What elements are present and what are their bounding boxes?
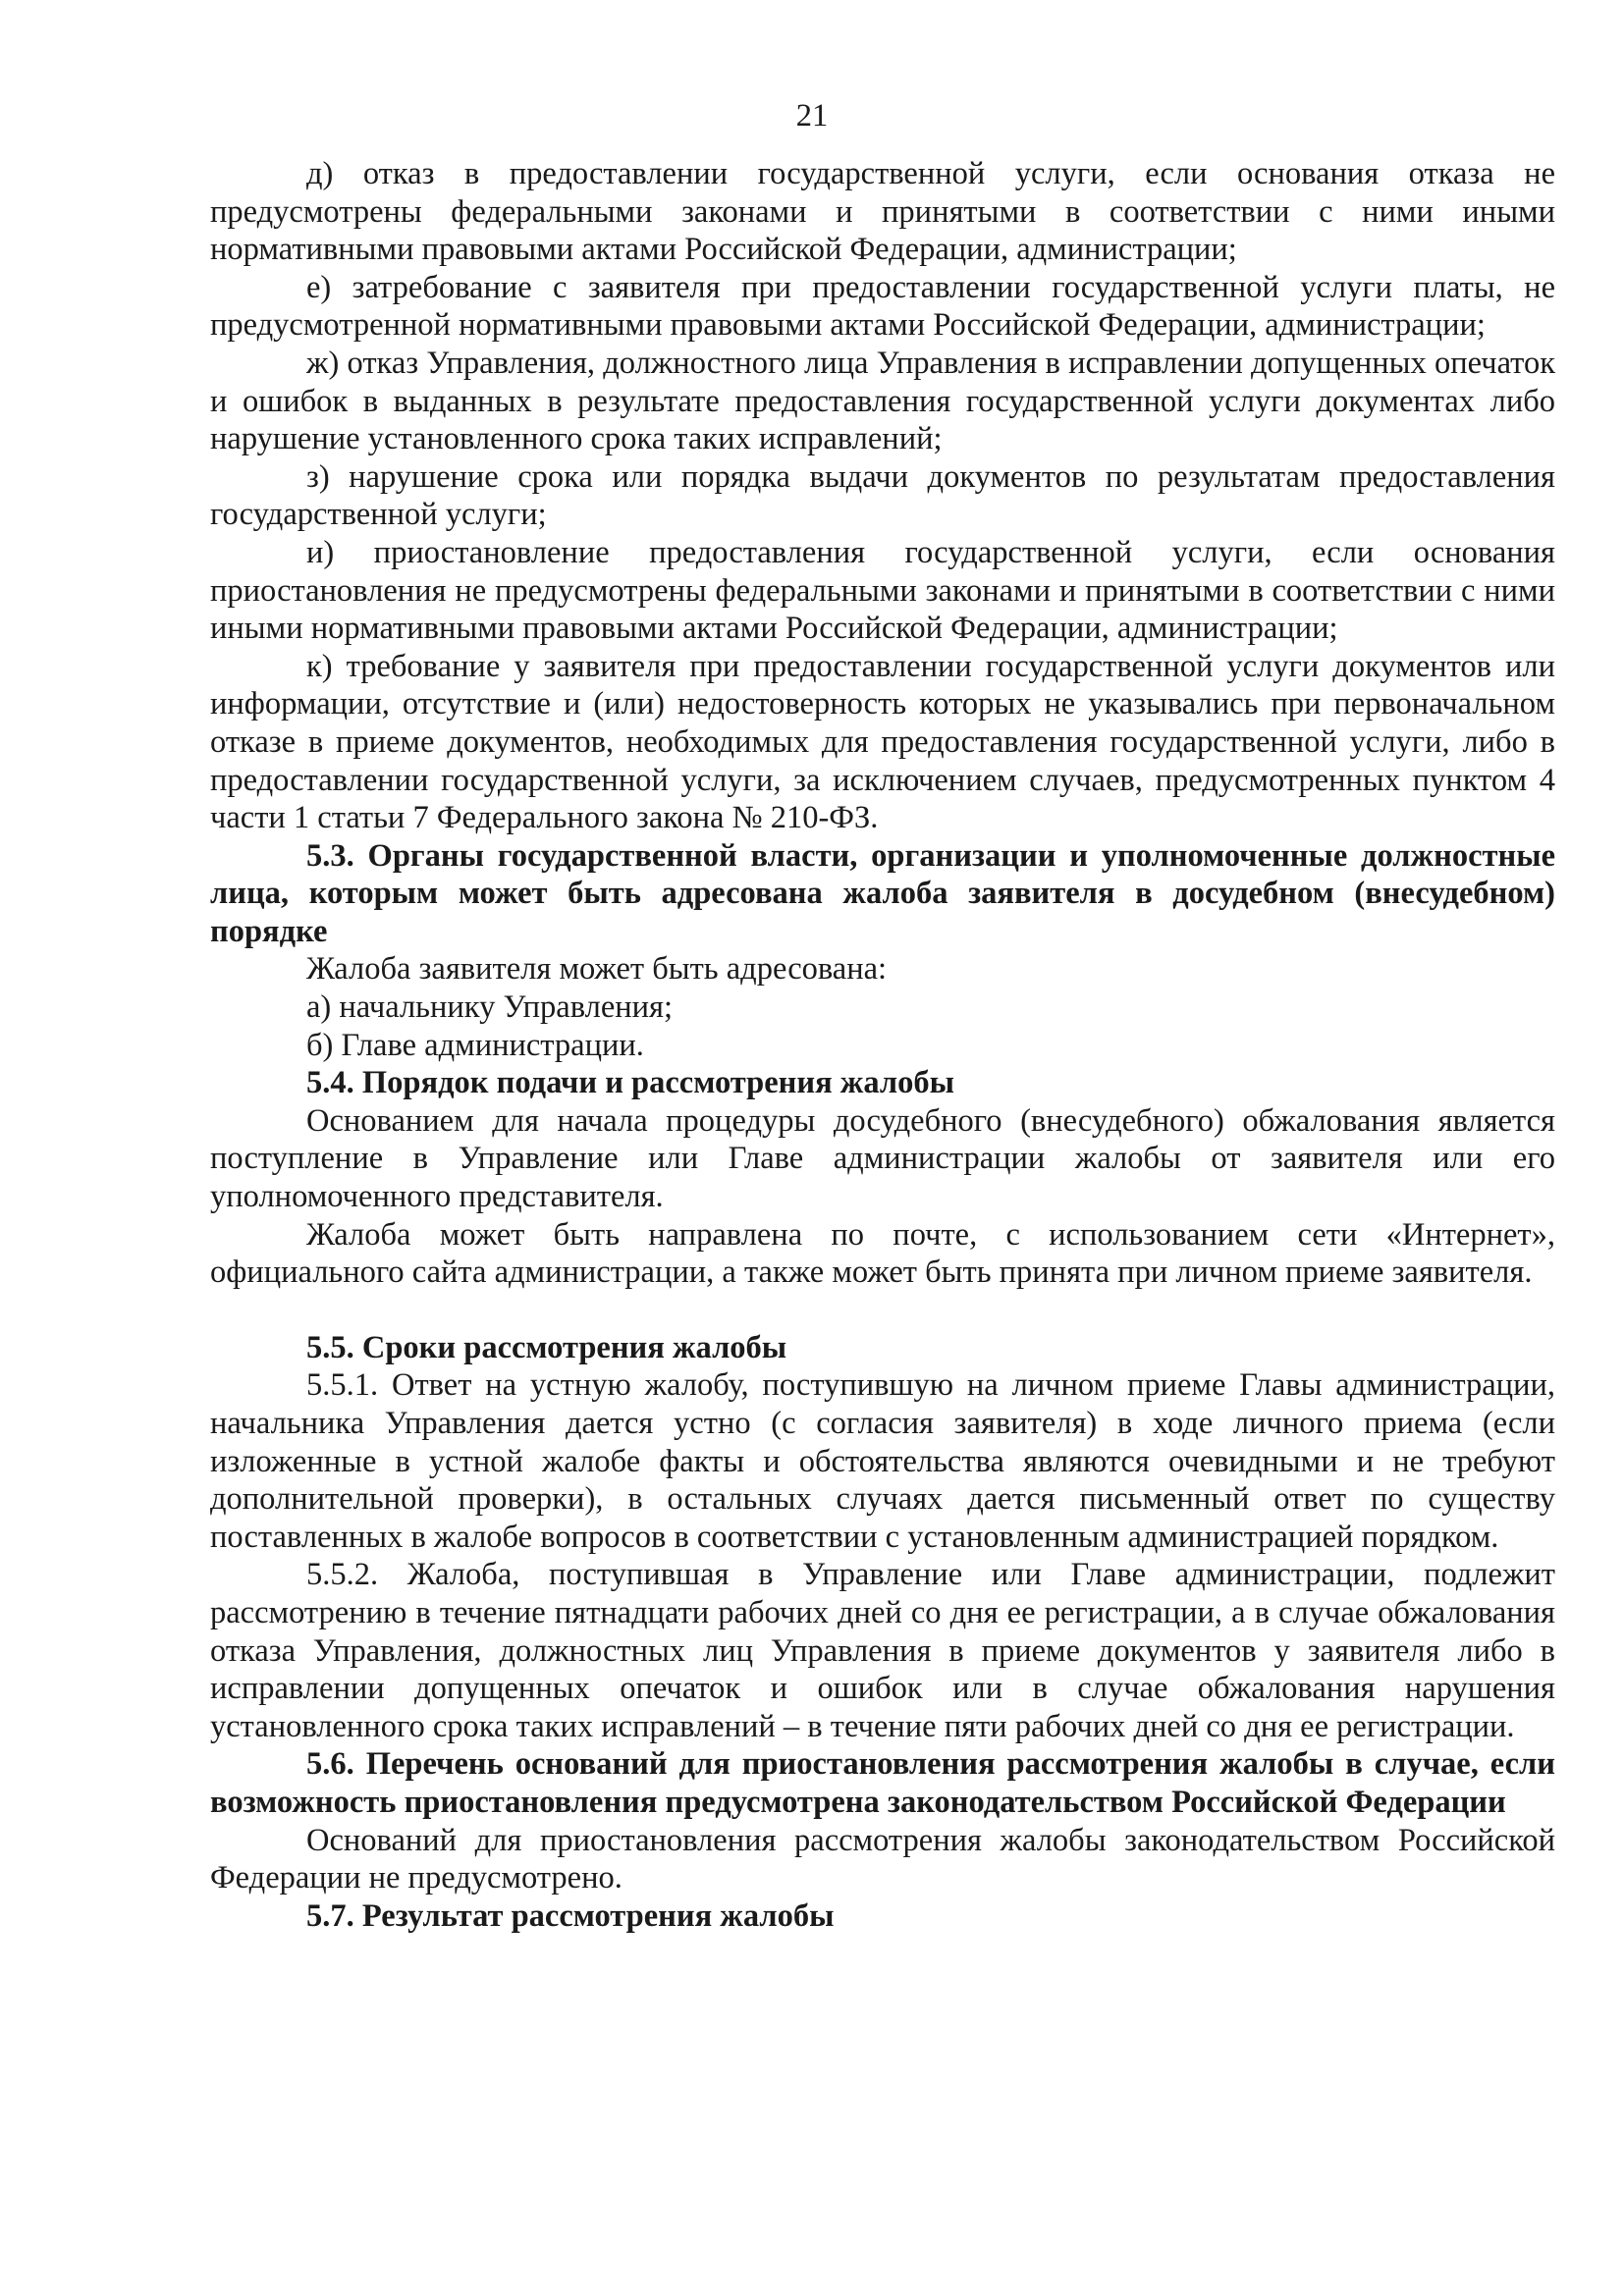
page-number: 21 (795, 98, 829, 133)
paragraph-gap (210, 1292, 1555, 1329)
paragraph: 5.5.2. Жалоба, поступившая в Управление или Главе администрации, подлежит рассмотрению в течение пятнадцати рабочих дней со дня ее регистрации, а в случае обжалования отказа Управления, должностных лиц Управления в приеме документов у заявителя либо в исправлении допущенных опечаток и ошибок или в случае обжалования нарушения установленного срока таких исправлений – в течение пяти рабочих дней со дня ее регистрации. (210, 1557, 1555, 1744)
section-heading: 5.4. Порядок подачи и рассмотрения жалобы (306, 1065, 954, 1101)
paragraph: Жалоба заявителя может быть адресована: (306, 951, 888, 988)
section-heading: 5.3. Органы государственной власти, организации и уполномоченные должностные лица, которым может быть адресована жалоба заявителя в досудебном (внесудебном) порядке (210, 837, 1555, 949)
paragraph: а) начальнику Управления; (306, 989, 674, 1026)
paragraph: е) затребование с заявителя при предоставлении государственной услуги платы, не предусмотренной нормативными правовыми актами Российской Федерации, администрации; (210, 269, 1555, 344)
paragraph: д) отказ в предоставлении государственной услуги, если основания отказа не предусмотрены федеральными законами и принятыми в соответствии с ними иными нормативными правовыми актами Российской Федерации, администрации; (210, 156, 1555, 268)
document-body (210, 155, 1555, 1935)
paragraph: Жалоба может быть направлена по почте, с использованием сети «Интернет», официального сайта администрации, а также может быть принята при личном приеме заявителя. (210, 1216, 1555, 1291)
paragraph: ж) отказ Управления, должностного лица Управления в исправлении допущенных опечаток и ошибок в выданных в результате предоставления государственной услуги документах либо нарушение установленного срока таких исправлений; (210, 345, 1555, 457)
section-heading: 5.7. Результат рассмотрения жалобы (306, 1897, 835, 1934)
paragraph: и) приостановление предоставления государственной услуги, если основания приостановления не предусмотрены федеральными законами и принятыми в соответствии с ними иными нормативными правовыми актами Российской Федерации, администрации; (210, 534, 1555, 647)
section-heading: 5.5. Сроки рассмотрения жалобы (306, 1329, 787, 1365)
section-heading: 5.6. Перечень оснований для приостановления рассмотрения жалобы в случае, если возможность приостановления предусмотрена законодательством Российской Федерации (210, 1746, 1555, 1820)
paragraph: з) нарушение срока или порядка выдачи документов по результатам предоставления государственной услуги; (210, 458, 1555, 533)
paragraph: б) Главе администрации. (306, 1027, 644, 1063)
paragraph: к) требование у заявителя при предоставлении государственной услуги документов или информации, отсутствие и (или) недостоверность которых не указывались при первоначальном отказе в приеме документов, необходимых для предоставления государственной услуги, либо в предоставлении государственной услуги, за исключением случаев, предусмотренных пунктом 4 части 1 статьи 7 Федерального закона № 210-ФЗ. (210, 648, 1555, 836)
paragraph: Основанием для начала процедуры досудебного (внесудебного) обжалования является поступление в Управление или Главе администрации жалобы от заявителя или его уполномоченного представителя. (210, 1102, 1555, 1215)
paragraph: 5.5.1. Ответ на устную жалобу, поступившую на личном приеме Главы администрации, начальника Управления дается устно (с согласия заявителя) в ходе личного приема (если изложенные в устной жалобе факты и обстоятельства являются очевидными и не требуют дополнительной проверки), в остальных случаях дается письменный ответ по существу поставленных в жалобе вопросов в соответствии с установленным администрацией порядком. (210, 1367, 1555, 1555)
paragraph: Оснований для приостановления рассмотрения жалобы законодательством Российской Федерации не предусмотрено. (210, 1822, 1555, 1896)
